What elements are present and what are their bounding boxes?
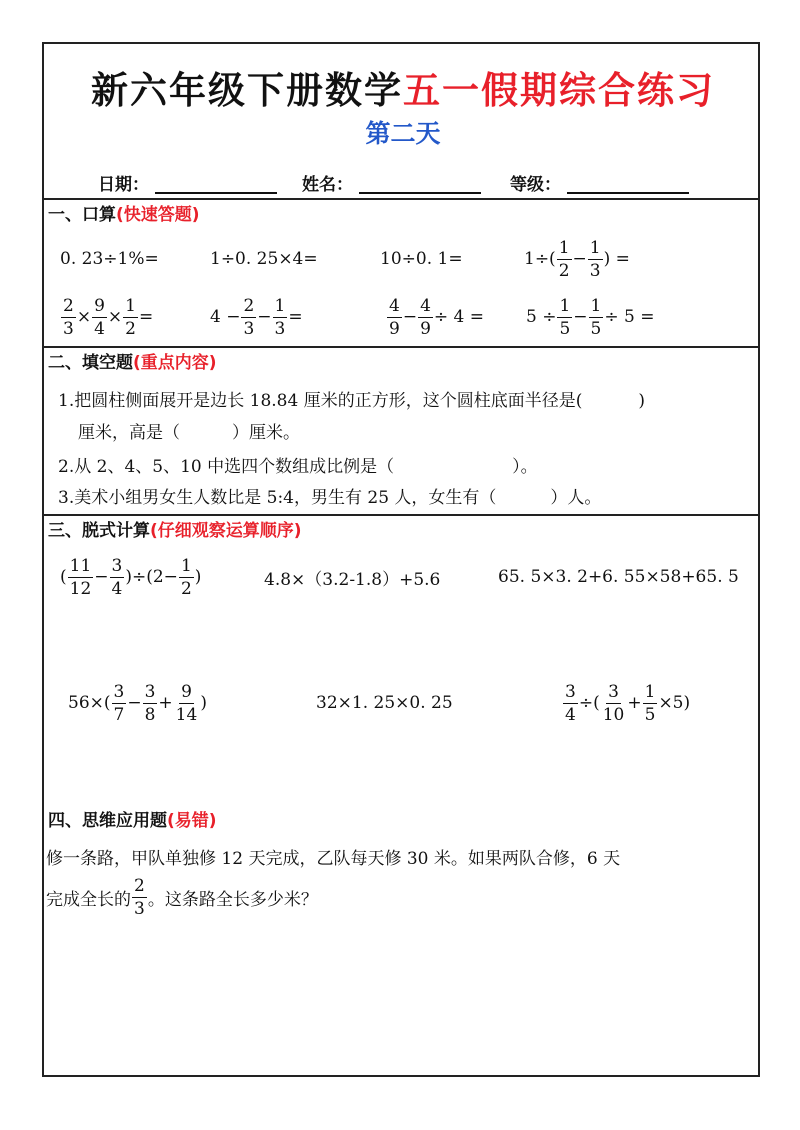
oral-expr-1: 0. 23÷1%=	[60, 249, 159, 269]
word-problem-line-2: 完成全长的 $\frac{2}{3}$ 。这条路全长多少米？	[46, 875, 318, 919]
name-underline	[359, 174, 481, 194]
worksheet	[42, 42, 760, 1077]
fill-question-2: 2.从 2、4、5、10 中选四个数组成比例是（ ）。	[58, 457, 538, 477]
oral-expr-5: $\frac{2}{3}$ × $\frac{9}{4}$ × $\frac{1}{2}$ =	[63, 295, 154, 339]
date-label: 日期：	[98, 175, 149, 195]
date-underline	[155, 174, 277, 194]
oral-expr-4: 1÷( $\frac{1}{2}$ − $\frac{1}{3}$ ) =	[524, 237, 630, 281]
section-4-header: 四、思维应用题(易错)	[48, 811, 217, 831]
oral-expr-2: 1÷0. 25×4=	[210, 249, 318, 269]
word-problem-line-1: 修一条路，甲队单独修 12 天完成，乙队每天修 30 米。如果两队合修，6 天	[46, 849, 621, 869]
title-red: 五一假期综合练习	[403, 69, 715, 112]
day-label: 第二天	[365, 119, 441, 148]
grade-label: 等级：	[510, 175, 561, 195]
calc-expr-2: 4.8×（3.2-1.8）+5.6	[264, 569, 441, 590]
page-title	[44, 60, 762, 114]
oral-expr-6: 4 − $\frac{2}{3}$ − $\frac{1}{3}$ =	[210, 295, 303, 339]
title-main: 新六年级下册数学	[91, 69, 403, 112]
oral-expr-8: 5 ÷ $\frac{1}{5}$ − $\frac{1}{5}$ ÷ 5 =	[526, 295, 655, 339]
calc-expr-5: 32×1. 25×0. 25	[316, 693, 453, 713]
oral-expr-3: 10÷0. 1=	[380, 249, 463, 269]
oral-expr-7: $\frac{4}{9}$ − $\frac{4}{9}$ ÷ 4 =	[389, 295, 485, 339]
date-field[interactable]	[98, 170, 277, 195]
grade-field[interactable]	[510, 170, 689, 195]
fill-question-1-line-2: 厘米，高是（ ）厘米。	[78, 423, 300, 443]
section-3-header: 三、脱式计算(仔细观察运算顺序)	[48, 521, 302, 541]
fill-question-1-line-1: 1.把圆柱侧面展开是边长 18.84 厘米的正方形，这个圆柱底面半径是( )	[58, 391, 645, 411]
calc-expr-3: 65. 5×3. 2+6. 55×58+65. 5	[498, 567, 739, 587]
section-2-header: 二、填空题(重点内容)	[48, 353, 217, 373]
section-1-header: 一、口算(快速答题)	[48, 205, 200, 225]
grade-underline	[567, 174, 689, 194]
calc-expr-4: 56×( $\frac{3}{7}$ − $\frac{3}{8}$ + $\frac{9}{14}$ )	[68, 681, 207, 725]
name-field[interactable]	[302, 170, 481, 195]
name-label: 姓名：	[302, 175, 353, 195]
calc-expr-6: $\frac{3}{4}$ ÷( $\frac{3}{10}$ + $\frac{1}{5}$ ×5)	[565, 681, 691, 725]
fill-question-3: 3.美术小组男女生人数比是 5:4，男生有 25 人，女生有（ ）人。	[58, 488, 602, 508]
calc-expr-1: ( $\frac{11}{12}$ − $\frac{3}{4}$ )÷(2− $\frac{1}{2}$ )	[60, 555, 202, 599]
